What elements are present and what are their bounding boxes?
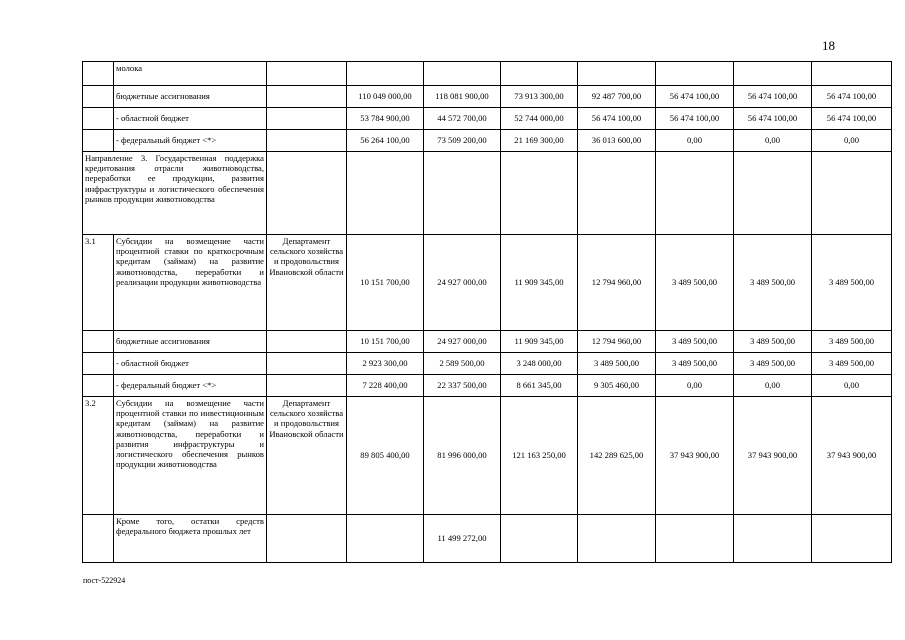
direction-heading: Направление 3. Государственная поддержка кредитования отрасли животноводства, переработки ее продукции, развития инфраструктуры и логистического обеспечения рынков продукции животноводства [83, 152, 267, 235]
table-row [83, 86, 892, 108]
table-row [83, 62, 892, 86]
page-number: 18 [822, 38, 835, 53]
row-label: - федеральный бюджет <*> [114, 375, 267, 397]
row-label: - федеральный бюджет <*> [114, 130, 267, 152]
value-cell: 118 081 900,00 [424, 86, 501, 108]
table-row [83, 235, 892, 331]
value-cell: 36 013 600,00 [578, 130, 656, 152]
value-cell: 3 248 000,00 [501, 353, 578, 375]
row-label: - областной бюджет [114, 353, 267, 375]
department-cell: Департамент сельского хозяйства и продовольствия Ивановской области [267, 235, 347, 331]
value-cell: 0,00 [656, 130, 734, 152]
value-cell: 81 996 000,00 [424, 397, 501, 515]
value-cell: 11 909 345,00 [501, 235, 578, 331]
value-cell: 3 489 500,00 [656, 331, 734, 353]
value-cell: 10 151 700,00 [347, 331, 424, 353]
value-cell: 3 489 500,00 [656, 235, 734, 331]
footer-doc-id: пост-522924 [83, 576, 126, 585]
value-cell [812, 515, 892, 563]
value-cell [734, 515, 812, 563]
value-cell: 10 151 700,00 [347, 235, 424, 331]
row-label: бюджетные ассигнования [114, 331, 267, 353]
row-label: Субсидии на возмещение части процентной ставки по краткосрочным кредитам (займам) на развитие животноводства, переработки и реализации продукции животноводства [114, 235, 267, 331]
value-cell: 89 805 400,00 [347, 397, 424, 515]
value-cell: 24 927 000,00 [424, 235, 501, 331]
table-row [83, 130, 892, 152]
value-cell: 37 943 900,00 [656, 397, 734, 515]
row-label: Субсидии на возмещение части процентной ставки по инвестиционным кредитам (займам) на развитие животноводства, переработки и развития инфраструктуры и логистического обеспечения рынков продукции животноводства [114, 397, 267, 515]
value-cell: 8 661 345,00 [501, 375, 578, 397]
value-cell: 3 489 500,00 [578, 353, 656, 375]
value-cell: 3 489 500,00 [734, 353, 812, 375]
value-cell: 2 923 300,00 [347, 353, 424, 375]
value-cell: 121 163 250,00 [501, 397, 578, 515]
budget-table [82, 61, 892, 563]
value-cell: 37 943 900,00 [812, 397, 892, 515]
value-cell: 2 589 500,00 [424, 353, 501, 375]
value-cell: 142 289 625,00 [578, 397, 656, 515]
value-cell: 7 228 400,00 [347, 375, 424, 397]
value-cell: 56 474 100,00 [578, 108, 656, 130]
table-row [83, 108, 892, 130]
value-cell: 110 049 000,00 [347, 86, 424, 108]
value-cell: 21 169 300,00 [501, 130, 578, 152]
value-cell: 3 489 500,00 [812, 331, 892, 353]
value-cell: 9 305 460,00 [578, 375, 656, 397]
value-cell: 92 487 700,00 [578, 86, 656, 108]
row-label: Кроме того, остатки средств федерального бюджета прошлых лет [114, 515, 267, 563]
value-cell: 53 784 900,00 [347, 108, 424, 130]
value-cell: 0,00 [812, 375, 892, 397]
table-row [83, 353, 892, 375]
value-cell [578, 515, 656, 563]
value-cell: 3 489 500,00 [734, 235, 812, 331]
value-cell: 3 489 500,00 [812, 235, 892, 331]
value-cell: 12 794 960,00 [578, 331, 656, 353]
value-cell: 73 509 200,00 [424, 130, 501, 152]
value-cell: 73 913 300,00 [501, 86, 578, 108]
value-cell: 56 474 100,00 [734, 86, 812, 108]
value-cell: 3 489 500,00 [812, 353, 892, 375]
table-row [83, 375, 892, 397]
table-row [83, 397, 892, 515]
idx-cell [83, 62, 114, 86]
value-cell: 0,00 [734, 130, 812, 152]
table-row [83, 152, 892, 235]
value-cell: 56 264 100,00 [347, 130, 424, 152]
value-cell: 56 474 100,00 [656, 108, 734, 130]
value-cell: 11 499 272,00 [424, 515, 501, 563]
value-cell: 24 927 000,00 [424, 331, 501, 353]
value-cell: 56 474 100,00 [812, 108, 892, 130]
value-cell: 22 337 500,00 [424, 375, 501, 397]
row-label: бюджетные ассигнования [114, 86, 267, 108]
value-cell: 3 489 500,00 [734, 331, 812, 353]
value-cell [501, 515, 578, 563]
value-cell: 56 474 100,00 [812, 86, 892, 108]
value-cell: 56 474 100,00 [656, 86, 734, 108]
table-row [83, 331, 892, 353]
row-label: молока [114, 62, 267, 86]
department-cell: Департамент сельского хозяйства и продовольствия Ивановской области [267, 397, 347, 515]
value-cell [656, 515, 734, 563]
value-cell: 56 474 100,00 [734, 108, 812, 130]
value-cell: 37 943 900,00 [734, 397, 812, 515]
value-cell: 52 744 000,00 [501, 108, 578, 130]
value-cell [347, 515, 424, 563]
table-row [83, 515, 892, 563]
value-cell: 3 489 500,00 [656, 353, 734, 375]
item-number: 3.1 [83, 235, 114, 331]
value-cell: 12 794 960,00 [578, 235, 656, 331]
dept-cell [267, 62, 347, 86]
value-cell: 0,00 [734, 375, 812, 397]
item-number: 3.2 [83, 397, 114, 515]
value-cell: 0,00 [812, 130, 892, 152]
value-cell: 44 572 700,00 [424, 108, 501, 130]
value-cell: 11 909 345,00 [501, 331, 578, 353]
row-label: - областной бюджет [114, 108, 267, 130]
value-cell: 0,00 [656, 375, 734, 397]
